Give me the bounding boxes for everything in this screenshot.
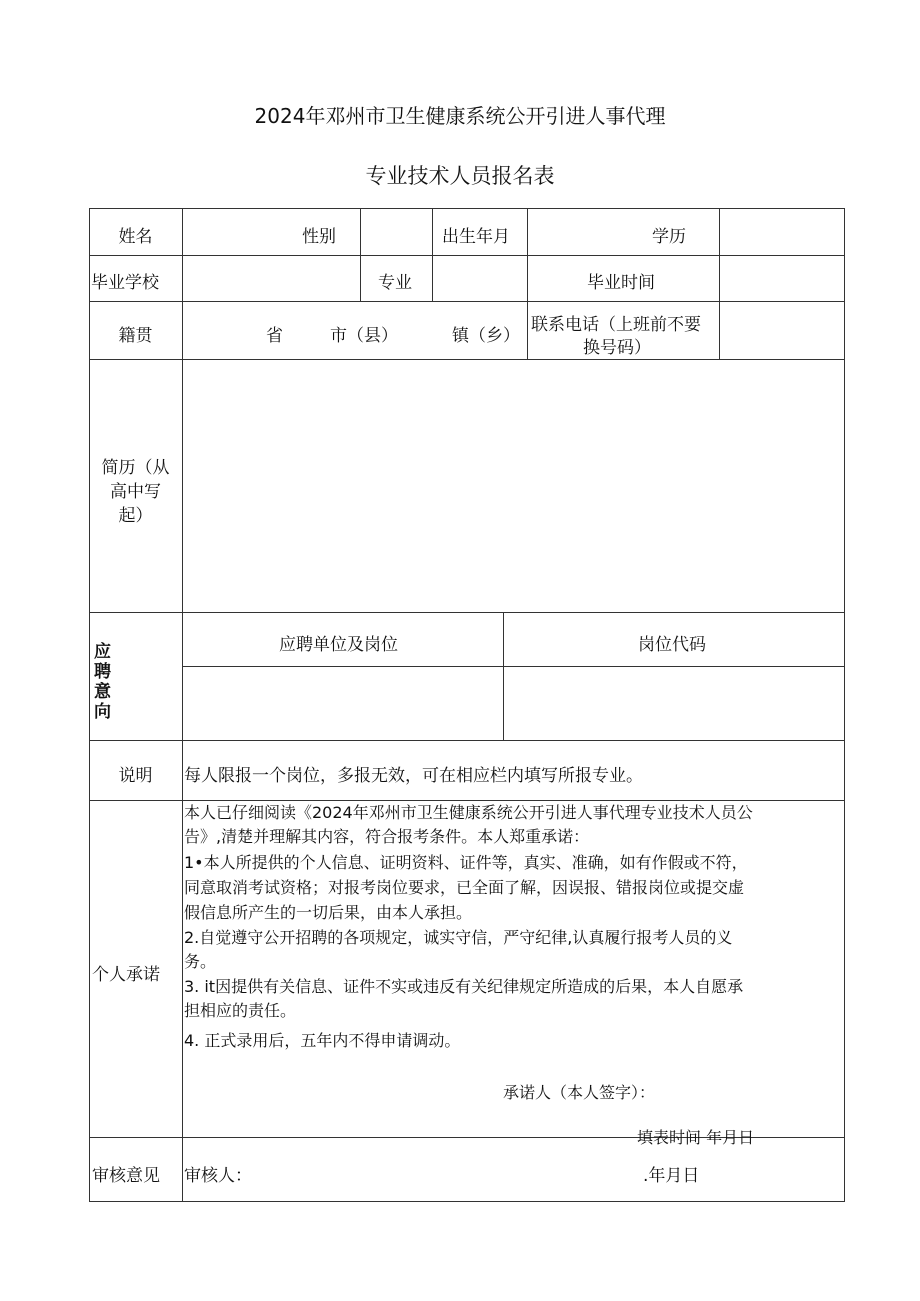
label-school: 毕业学校: [91, 273, 159, 293]
label-resume-line3: 起）: [118, 506, 153, 526]
form-title-line1: 2024年邓州市卫生健康系统公开引进人事代理: [254, 104, 666, 128]
pledge-line: 3. it因提供有关信息、证件不实或违反有关纪律规定所造成的后果，本人自愿承: [184, 977, 744, 996]
label-pledge: 个人承诺: [92, 965, 160, 985]
label-resume-line1: 简历（从: [101, 458, 170, 478]
pledge-line: 本人已仔细阅读《2024年邓州市卫生健康系统公开引进人事代理专业技术人员公: [184, 803, 753, 822]
form-title-line2: 专业技术人员报名表: [365, 164, 555, 188]
label-resume-line2: 高中写: [110, 482, 161, 502]
label-phone-line2: 换号码）: [583, 338, 651, 358]
pledge-line: 告》,清楚并理解其内容，符合报考条件。本人郑重承诺：: [184, 827, 590, 846]
label-grad-time: 毕业时间: [587, 273, 655, 293]
label-apply-unit: 应聘单位及岗位: [279, 635, 398, 655]
pledge-line: 担相应的责任。: [184, 1001, 297, 1020]
review-date: .年月日: [643, 1166, 700, 1186]
label-intent-4: 向: [94, 702, 111, 722]
pledge-line: 假信息所产生的一切后果，由本人承担。: [184, 903, 473, 922]
pledge-line: 2.自觉遵守公开招聘的各项规定，诚实守信，严守纪律,认真履行报考人员的义: [184, 928, 733, 947]
label-intent-3: 意: [94, 682, 111, 702]
label-native-place: 籍贯: [118, 326, 153, 346]
note-text: 每人限报一个岗位，多报无效，可在相应栏内填写所报专业。: [184, 766, 643, 786]
label-note: 说明: [118, 766, 153, 786]
label-name: 姓名: [118, 227, 153, 247]
pledge-line: 务。: [184, 952, 217, 971]
label-phone-line1: 联系电话（上班前不要: [531, 315, 701, 335]
pledge-signature-label: 承诺人（本人签字）：: [503, 1083, 656, 1102]
label-major: 专业: [378, 273, 412, 293]
label-gender: 性别: [302, 227, 336, 247]
label-intent-2: 聘: [94, 662, 111, 682]
label-post-code: 岗位代码: [638, 635, 706, 655]
label-town: 镇（乡）: [452, 326, 520, 346]
reviewer-label: 审核人：: [184, 1166, 252, 1186]
label-intent-1: 应: [94, 642, 111, 662]
label-review: 审核意见: [92, 1166, 160, 1186]
label-birth: 出生年月: [442, 227, 510, 247]
pledge-time-label: 填表时间 年月日: [637, 1128, 755, 1147]
pledge-time-clip: [600, 1118, 840, 1147]
pledge-line: 1•本人所提供的个人信息、证明资料、证件等，真实、准确，如有作假或不符，: [184, 853, 748, 872]
label-province: 省: [266, 326, 283, 346]
pledge-line: 4. 正式录用后，五年内不得申请调动。: [184, 1031, 461, 1050]
pledge-line: 同意取消考试资格；对报考岗位要求，已全面了解，因误报、错报岗位或提交虚: [184, 878, 745, 897]
label-city: 市（县）: [330, 326, 398, 346]
label-education: 学历: [652, 227, 686, 247]
